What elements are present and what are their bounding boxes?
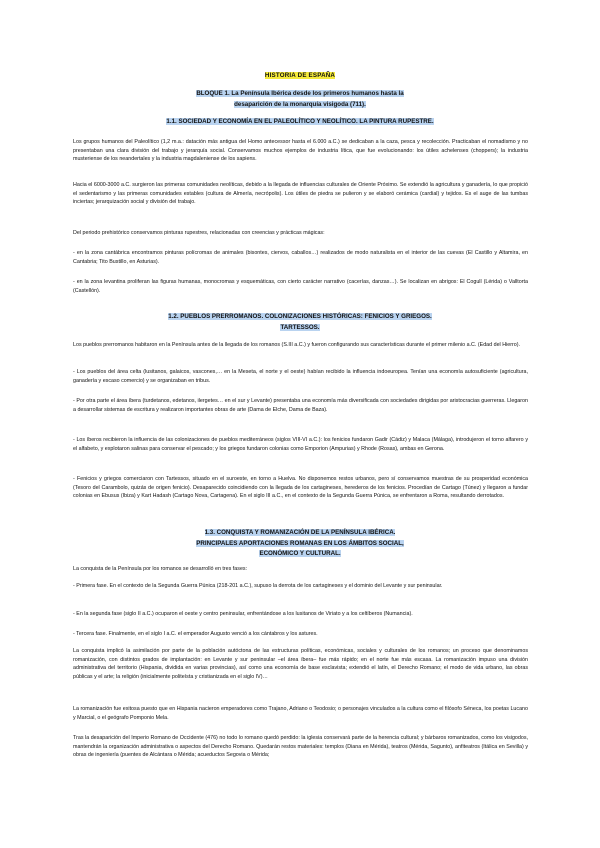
section1-paragraph-5: - en la zona levantina proliferan las figuras humanas, monocromas y esquemáticas, con cierto carácter narrativo (cacerías, danzas…). Se localizan en abrigos: El Cogull (Lérida) o Valltorta (Castellón).: [73, 279, 528, 294]
section3-heading-line1: 1.3. CONQUISTA Y ROMANIZACIÓN DE LA PENÍNSULA IBÉRICA.: [204, 529, 396, 536]
document-title: [0, 72, 600, 79]
section2-paragraph-5: - Fenicios y griegos comerciaron con Tartessos, situado en el suroeste, en torno a Huelva. No disponemos restos urbanos, pero sí conservamos muestras de su prosperidad económica (Tesoro del Carambolo, quizás de origen fenicio). Desaparecido coincidiendo con la llegada de los cartagineses, herederos de los fenicios. Procedían de Cartago (Túnez) y llegaron a fundar colonias en Ebusus (Ibiza) y Kart Hadash (Cartago Nova, Cartagena). En el siglo III a.C., en el contexto de la Segunda Guerra Púnica, se enfrentaron a Roma, resultando derrotados.: [73, 476, 528, 500]
section3-heading-line3: ECONÓMICO Y CULTURAL.: [259, 550, 341, 557]
section2-paragraph-3: - Por otra parte el área íbera (turdetanos, edetanos, ilergetes… en el sur y Levante) presentaba una economía más diversificada con sociedades dirigidas por aristocracias guerreras. Llegaron a desarrollar sistemas de escritura y realizaron importantes obras de arte (Dama de Elche, Dama de Baza).: [73, 398, 528, 413]
section3-paragraph-1: La conquista de la Península por los romanos se desarrolló en tres fases:: [73, 566, 248, 572]
section1-paragraph-3: Del periodo prehistórico conservamos pinturas rupestres, relacionadas con creencias y prácticas mágicas:: [73, 230, 325, 236]
document-title-text: HISTORIA DE ESPAÑA: [264, 72, 336, 79]
section2-heading: [0, 312, 600, 333]
section3-paragraph-4: - Tercera fase. Finalmente, en el siglo I a.C. el emperador Augusto venció a los cántabros y los astures.: [73, 631, 318, 637]
block-heading-line1: BLOQUE 1. La Península Ibérica desde los primeros humanos hasta la: [196, 90, 404, 97]
section1-heading: [0, 117, 600, 128]
section3-heading-line2: PRINCIPALES APORTACIONES ROMANAS EN LOS ÁMBITOS SOCIAL,: [196, 539, 404, 547]
section3-heading: [0, 528, 600, 560]
section1-heading-text: 1.1. SOCIEDAD Y ECONOMÍA EN EL PALEOLÍTICO Y NEOLÍTICO. LA PINTURA RUPESTRE.: [166, 118, 434, 125]
section3-paragraph-2: - Primera fase. En el contexto de la Segunda Guerra Púnica (218-201 a.C.), supuso la derrota de los cartagineses y el dominio del Levante y sur peninsular.: [73, 583, 443, 589]
section2-heading-line2: TARTESSOS.: [280, 323, 320, 331]
section2-heading-line1: 1.2. PUEBLOS PRERROMANOS. COLONIZACIONES HISTÓRICAS: FENICIOS Y GRIEGOS.: [168, 313, 432, 320]
section3-paragraph-6: La romanización fue exitosa puesto que en Hispania nacieron emperadores como Trajano, Adriano o Teodosio; o personajes vinculados a la cultura como el filósofo Séneca, los poetas Lucano y Marcial, o el geógrafo Pomponio Mela.: [73, 706, 528, 721]
section1-paragraph-4: - en la zona cantábrica encontramos pinturas polícromas de animales (bisontes, ciervos, caballos…) realizados de modo naturalista en el interior de las cuevas (El Castillo y Altamira, en Cantabria; Tito Bustillo, en Asturias).: [73, 250, 528, 265]
block-heading-line2: desaparición de la monarquía visigoda (711).: [234, 101, 366, 108]
section2-paragraph-4: - Los íberos recibieron la influencia de las colonizaciones de pueblos mediterráneos (siglos VIII-VI a.C.): los fenicios fundaron Gadir (Cádiz) y Malaca (Málaga), introdujeron el torno alfarero y el alfabeto, y explotaron salinas para conservar el pescado; y los griegos fundaron colonias como Emporion (Ampurias) y Rhode (Rosas), ambas en Gerona.: [73, 437, 528, 452]
section2-paragraph-2: - Los pueblos del área celta (lusitanos, galaicos, vascones,… en la Meseta, el norte y el oeste) habían recibido la influencia indoeuropea. Tenían una economía autosuficiente (agricultura, ganadería y escaso comercio) y se organizaban en tribus.: [73, 369, 528, 384]
block-heading: [0, 88, 600, 110]
section3-paragraph-7: Tras la desaparición del Imperio Romano de Occidente (476) no todo lo romano quedó perdido: la iglesia conservará parte de la herencia cultural; y bárbaros romanizados, como los visigodos, mantendrán la organización administrativa o aspectos del Derecho Romano. Quedarán restos materiales: templos (Diana en Mérida), teatros (Mérida, Sagunto), anfiteatros (Itálica en Sevilla) y obras de ingeniería (puentes de Alcántara o Mérida; acueductos Segovia o Mérida;: [73, 735, 528, 759]
section3-paragraph-3: - En la segunda fase (siglo II a.C.) ocuparon el oeste y centro peninsular, enfrentándose a los lusitanos de Viriato y a los celtíberos (Numancia).: [73, 611, 413, 617]
section1-paragraph-2: Hacia el 6000-3000 a.C. surgieron las primeras comunidades neolíticas, debido a la llegada de influencias culturales de Oriente Próximo. Se extendió la agricultura y ganadería, lo que propició el sedentarismo y las primeras comunidades estables (cultura de Almería, necrópolis). Los útiles de piedra se pulieron y se elaboró cerámica (cardial) y tejidos. Es el auge de las tumbas inciertas; jerarquización social y división del trabajo.: [73, 182, 528, 206]
section1-paragraph-1: Los grupos humanos del Paleolítico (1,2 m.a.: datación más antigua del Homo antecessor hasta el 6.000 a.C.) se dedicaban a la caza, pesca y recolección. Practicaban el nomadismo y no presentaban una clara división del trabajo y jerarquía social. Conservamos muchos ejemplos de industria lítica, que fue evolucionando: los útiles achelenses (choppers); la industria musteriense de los neandertales y la industria magdaleniense de los sapiens.: [73, 139, 528, 163]
section2-paragraph-1: Los pueblos prerromanos habitaron en la Península antes de la llegada de los romanos (S.III a.C.) y fueron configurando sus características durante el primer milenio a.C. (Edad del Hierro).: [73, 342, 521, 348]
section3-paragraph-5: La conquista implicó la asimilación por parte de la población autóctona de las estructuras políticas, económicas, sociales y culturales de los romanos; un proceso que denominamos romanización, con distintos grados de implantación: en Levante y sur peninsular –el área íbera– fue más rápido; en el norte fue más escasa. La romanización impuso una división administrativa del territorio (Hispania, dividida en varias provincias), así como una economía de base esclavista; extendió el latín, el Derecho Romano; el modo de vida urbano, las obras públicas y el arte; la religión (inicialmente politeísta y cristianizada en el siglo IV)…: [73, 648, 528, 681]
